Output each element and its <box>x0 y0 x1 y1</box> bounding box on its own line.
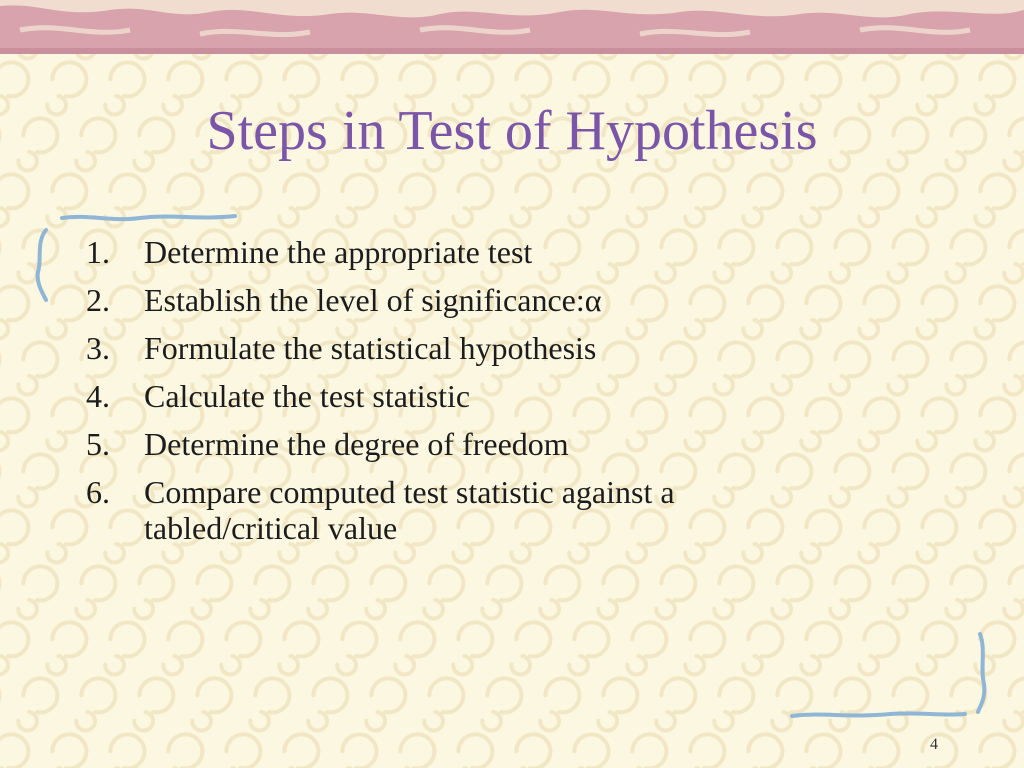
swirl-motif <box>830 342 869 394</box>
swirl-motif <box>221 734 260 768</box>
step-number: 6. <box>86 474 110 510</box>
swirl-motif <box>453 622 492 674</box>
swirl-motif <box>685 174 724 226</box>
bottom-right-bracket-decoration <box>780 628 995 728</box>
step-item <box>80 426 820 462</box>
swirl-motif <box>917 286 956 338</box>
swirl-motif <box>453 174 492 226</box>
swirl-motif <box>801 174 840 226</box>
swirl-motif <box>830 230 869 282</box>
swirl-motif <box>424 678 463 730</box>
swirl-motif <box>366 566 405 618</box>
swirl-motif <box>598 678 637 730</box>
swirl-motif <box>134 678 173 730</box>
step-number: 5. <box>86 426 110 462</box>
swirl-motif <box>946 230 985 282</box>
swirl-motif <box>569 734 608 768</box>
slide-title: Steps in Test of Hypothesis <box>206 100 818 162</box>
swirl-motif <box>395 174 434 226</box>
swirl-motif <box>714 678 753 730</box>
swirl-motif <box>714 566 753 618</box>
swirl-motif <box>743 622 782 674</box>
hypothesis-steps-list <box>80 234 820 558</box>
swirl-motif <box>18 454 57 506</box>
swirl-motif <box>47 622 86 674</box>
swirl-motif <box>685 734 724 768</box>
swirl-motif <box>511 174 550 226</box>
swirl-motif <box>221 622 260 674</box>
swirl-motif <box>76 566 115 618</box>
swirl-motif <box>627 622 666 674</box>
step-item <box>80 378 820 414</box>
step-item <box>80 282 820 318</box>
swirl-motif <box>1004 230 1024 282</box>
swirl-motif <box>395 622 434 674</box>
swirl-motif <box>308 566 347 618</box>
step-text: Establish the level of significance:α <box>144 282 602 318</box>
swirl-motif <box>917 510 956 562</box>
swirl-motif <box>540 678 579 730</box>
swirl-motif <box>0 734 28 768</box>
swirl-motif <box>685 622 724 674</box>
swirl-motif <box>859 174 898 226</box>
top-decorative-band <box>0 0 1024 58</box>
swirl-motif <box>859 286 898 338</box>
swirl-motif <box>540 566 579 618</box>
swirl-motif <box>337 174 376 226</box>
swirl-motif <box>424 566 463 618</box>
swirl-motif <box>830 566 869 618</box>
swirl-motif <box>975 398 1014 450</box>
swirl-motif <box>0 174 28 226</box>
swirl-motif <box>308 678 347 730</box>
swirl-motif <box>975 174 1014 226</box>
swirl-motif <box>975 286 1014 338</box>
swirl-motif <box>105 622 144 674</box>
swirl-motif <box>511 734 550 768</box>
swirl-motif <box>743 734 782 768</box>
swirl-motif <box>975 510 1014 562</box>
step-item <box>80 474 820 546</box>
swirl-motif <box>1004 342 1024 394</box>
step-item <box>80 234 820 270</box>
swirl-motif <box>337 734 376 768</box>
swirl-motif <box>946 342 985 394</box>
swirl-motif <box>830 454 869 506</box>
step-number: 3. <box>86 330 110 366</box>
swirl-motif <box>482 566 521 618</box>
step-text: Calculate the test statistic <box>144 378 471 414</box>
swirl-motif <box>772 566 811 618</box>
swirl-motif <box>134 566 173 618</box>
swirl-motif <box>163 734 202 768</box>
swirl-motif <box>250 566 289 618</box>
swirl-motif <box>279 622 318 674</box>
swirl-motif <box>250 678 289 730</box>
swirl-motif <box>366 678 405 730</box>
swirl-motif <box>656 678 695 730</box>
swirl-motif <box>801 734 840 768</box>
swirl-motif <box>0 622 28 674</box>
swirl-motif <box>859 734 898 768</box>
swirl-motif <box>598 566 637 618</box>
swirl-motif <box>0 398 28 450</box>
swirl-motif <box>946 566 985 618</box>
swirl-motif <box>888 230 927 282</box>
step-number: 2. <box>86 282 110 318</box>
swirl-motif <box>18 342 57 394</box>
swirl-motif <box>656 566 695 618</box>
swirl-motif <box>453 734 492 768</box>
swirl-motif <box>1004 454 1024 506</box>
swirl-motif <box>743 174 782 226</box>
swirl-motif <box>337 622 376 674</box>
swirl-motif <box>76 678 115 730</box>
swirl-motif <box>627 174 666 226</box>
swirl-motif <box>0 286 28 338</box>
swirl-motif <box>888 342 927 394</box>
swirl-motif <box>192 566 231 618</box>
swirl-motif <box>482 678 521 730</box>
swirl-motif <box>279 734 318 768</box>
swirl-motif <box>627 734 666 768</box>
swirl-motif <box>279 174 318 226</box>
swirl-motif <box>105 734 144 768</box>
step-number: 1. <box>86 234 110 270</box>
swirl-motif <box>975 734 1014 768</box>
swirl-motif <box>946 454 985 506</box>
step-text: Determine the degree of freedom <box>144 426 569 462</box>
step-number: 4. <box>86 378 110 414</box>
swirl-motif <box>569 174 608 226</box>
swirl-motif <box>395 734 434 768</box>
step-item <box>80 330 820 366</box>
swirl-motif <box>163 622 202 674</box>
swirl-motif <box>917 174 956 226</box>
swirl-motif <box>888 566 927 618</box>
page-number: 4 <box>930 736 938 753</box>
swirl-motif <box>47 734 86 768</box>
swirl-motif <box>18 566 57 618</box>
swirl-motif <box>511 622 550 674</box>
step-text: Determine the appropriate test <box>144 234 533 270</box>
swirl-motif <box>859 398 898 450</box>
swirl-motif <box>917 398 956 450</box>
swirl-motif <box>569 622 608 674</box>
swirl-motif <box>859 510 898 562</box>
swirl-motif <box>888 454 927 506</box>
swirl-motif <box>1004 678 1024 730</box>
swirl-motif <box>192 678 231 730</box>
swirl-motif <box>0 510 28 562</box>
step-text: Formulate the statistical hypothesis <box>144 330 597 366</box>
step-text: Compare computed test statistic against a tabled/critical value <box>144 474 675 546</box>
swirl-motif <box>18 678 57 730</box>
swirl-motif <box>1004 566 1024 618</box>
